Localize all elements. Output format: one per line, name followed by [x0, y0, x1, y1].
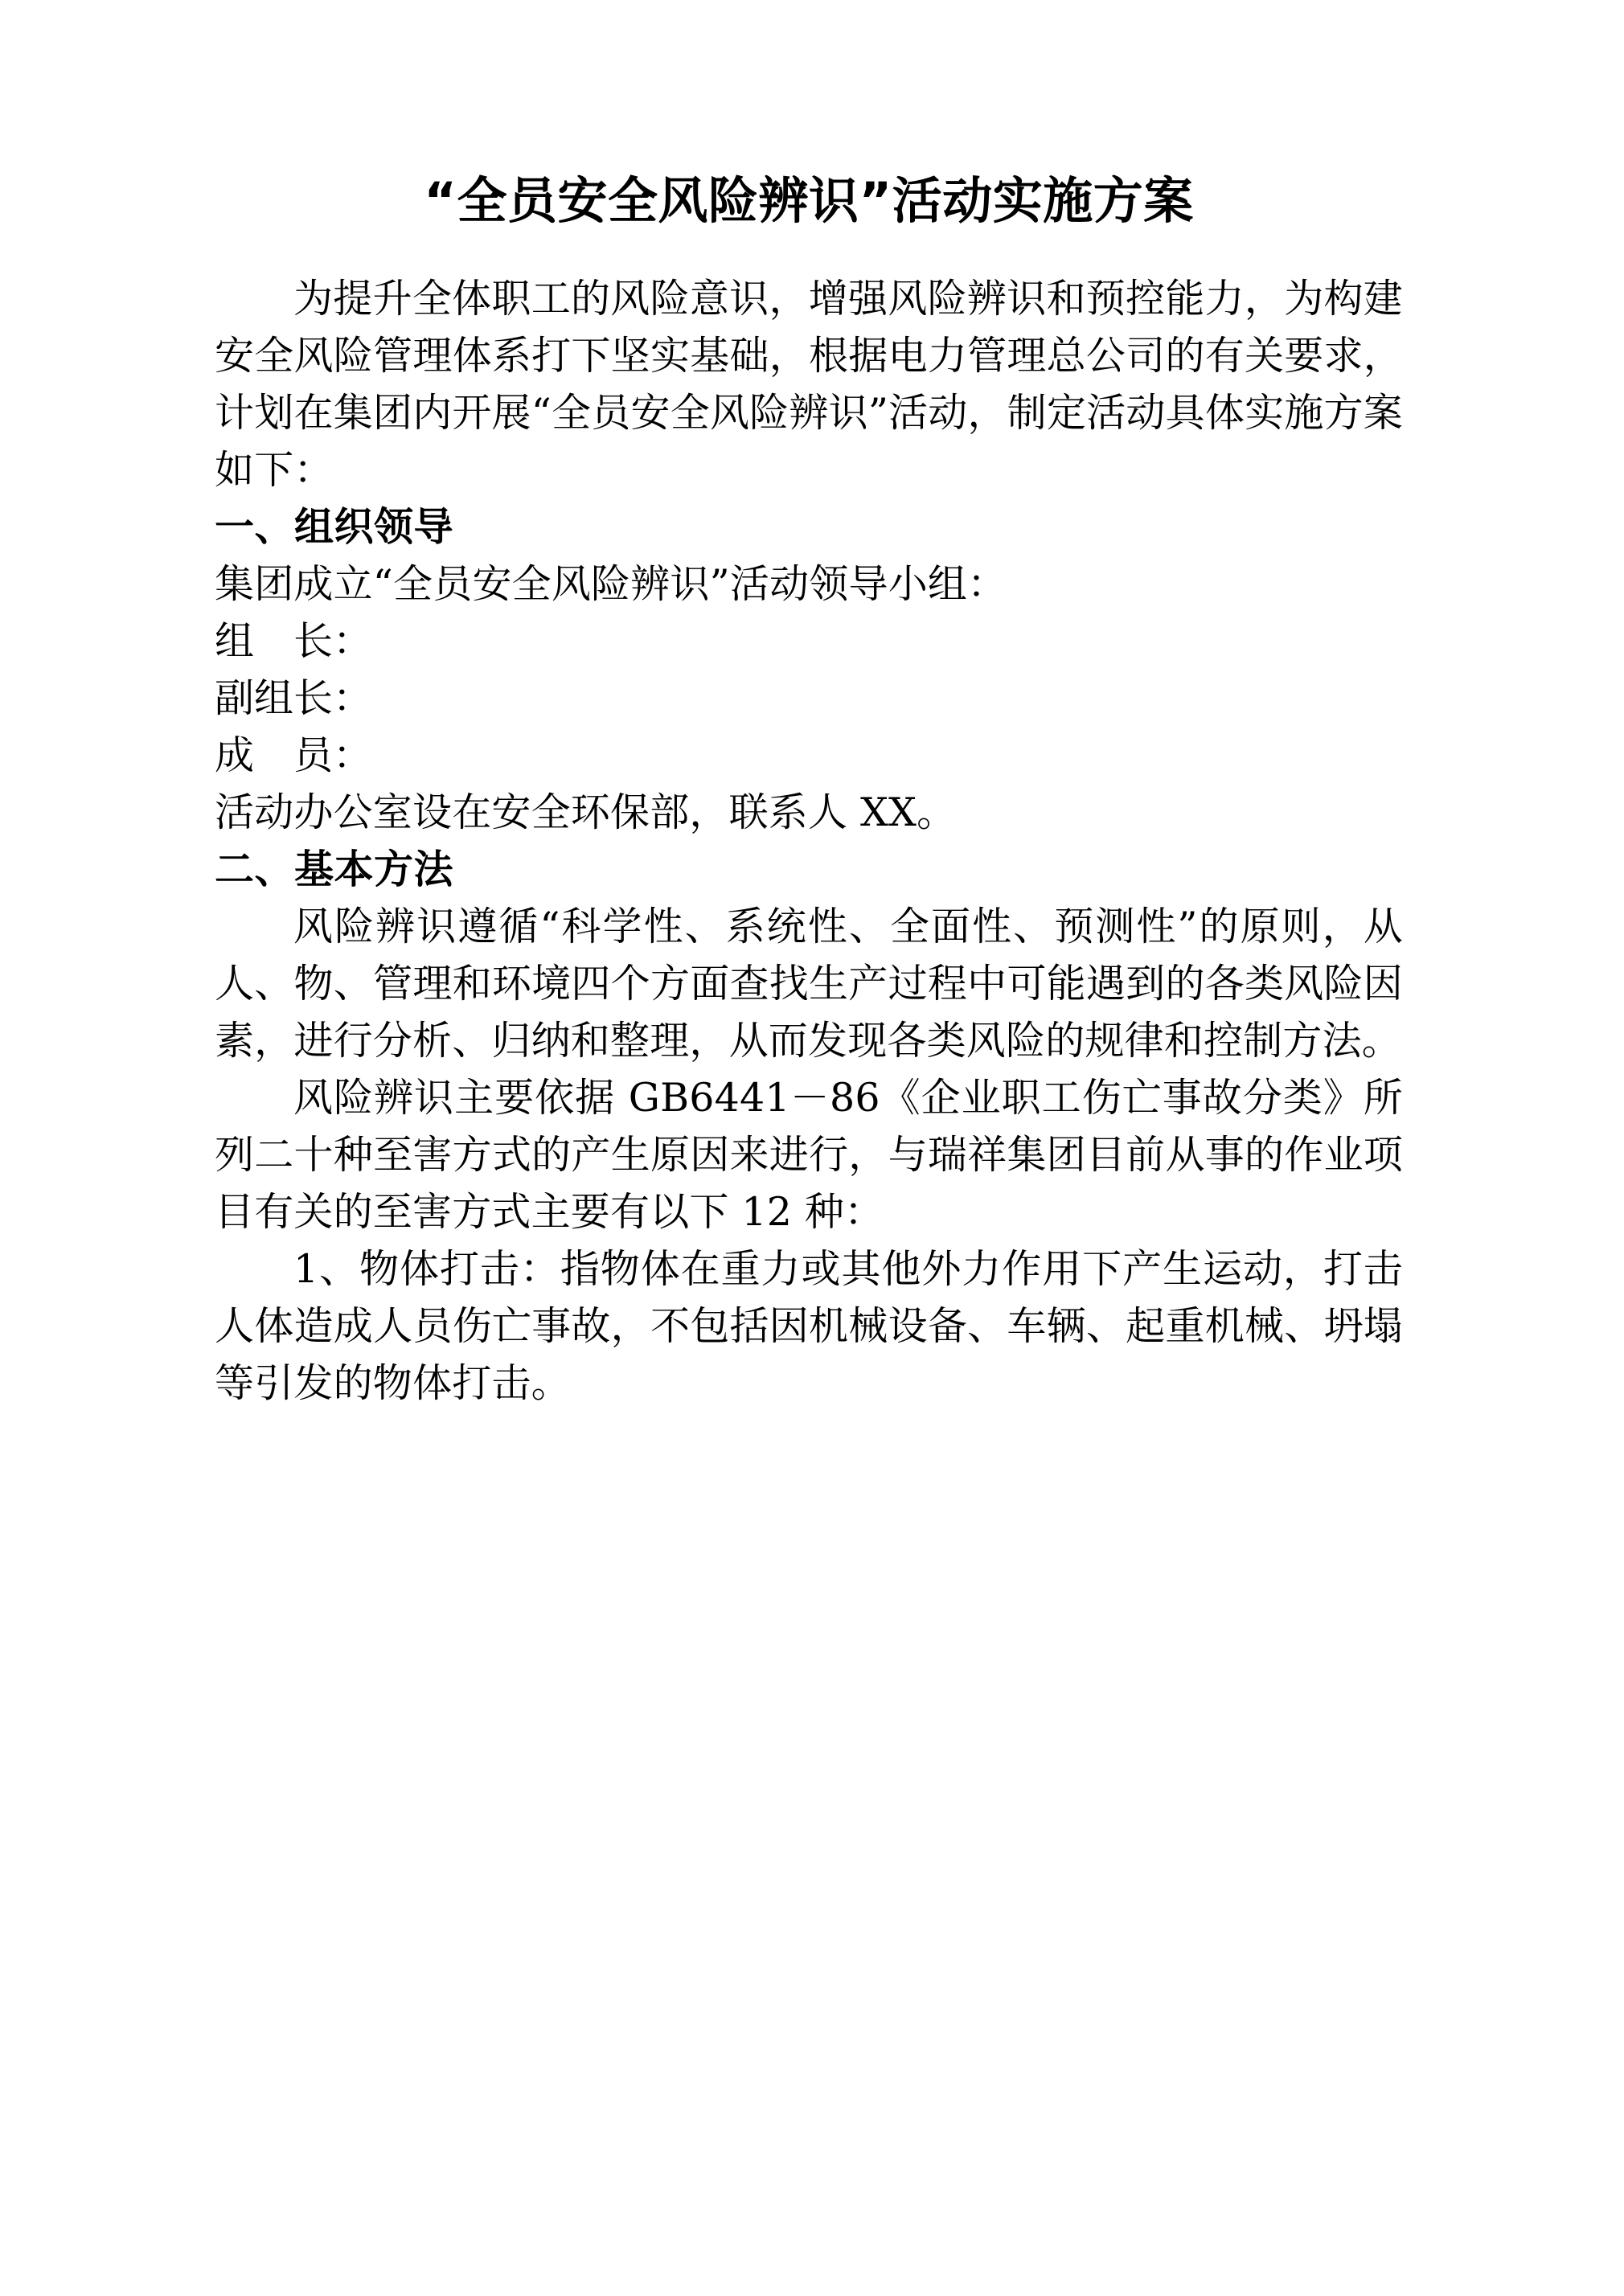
- paragraph-identification-principles: 风险辨识遵循“科学性、系统性、全面性、预测性”的原则，从人、物、管理和环境四个方面查找生产过程中可能遇到的各类风险因素，进行分析、归纳和整理，从而发现各类风险的规律和控制方法。: [215, 903, 1403, 1064]
- paragraph-activity-office: 活动办公室设在安全环保部，联系人 XX。: [215, 789, 957, 835]
- paragraph-intro: 为提升全体职工的风险意识，增强风险辨识和预控能力，为构建安全风险管理体系打下坚实基础，根据电力管理总公司的有关要求，计划在集团内开展“全员安全风险辨识”活动，制定活动具体实施方案如下：: [215, 275, 1403, 493]
- roster-line-members: 成 员：: [215, 732, 373, 778]
- paragraph-standard-reference: 风险辨识主要依据 GB6441－86《企业职工伤亡事故分类》所列二十种至害方式的产生原因来进行，与瑞祥集团目前从事的作业项目有关的至害方式主要有以下 12 种：: [215, 1074, 1403, 1235]
- document-content: [215, 0, 1403, 1412]
- paragraph-hazard-item-1: 1、物体打击：指物体在重力或其他外力作用下产生运动，打击人体造成人员伤亡事故，不包括因机械设备、车辆、起重机械、坍塌等引发的物体打击。: [215, 1245, 1403, 1406]
- paragraph-leading-group: 集团成立“全员安全风险辨识”活动领导小组：: [215, 560, 1007, 607]
- heading-section-two: 二、基本方法: [215, 846, 454, 892]
- roster-line-deputy-leader: 副组长：: [215, 674, 373, 721]
- roster-line-leader: 组 长：: [215, 617, 373, 664]
- heading-section-one: 一、组织领导: [215, 503, 454, 550]
- page-title: “全员安全风险辨识”活动实施方案: [424, 171, 1194, 230]
